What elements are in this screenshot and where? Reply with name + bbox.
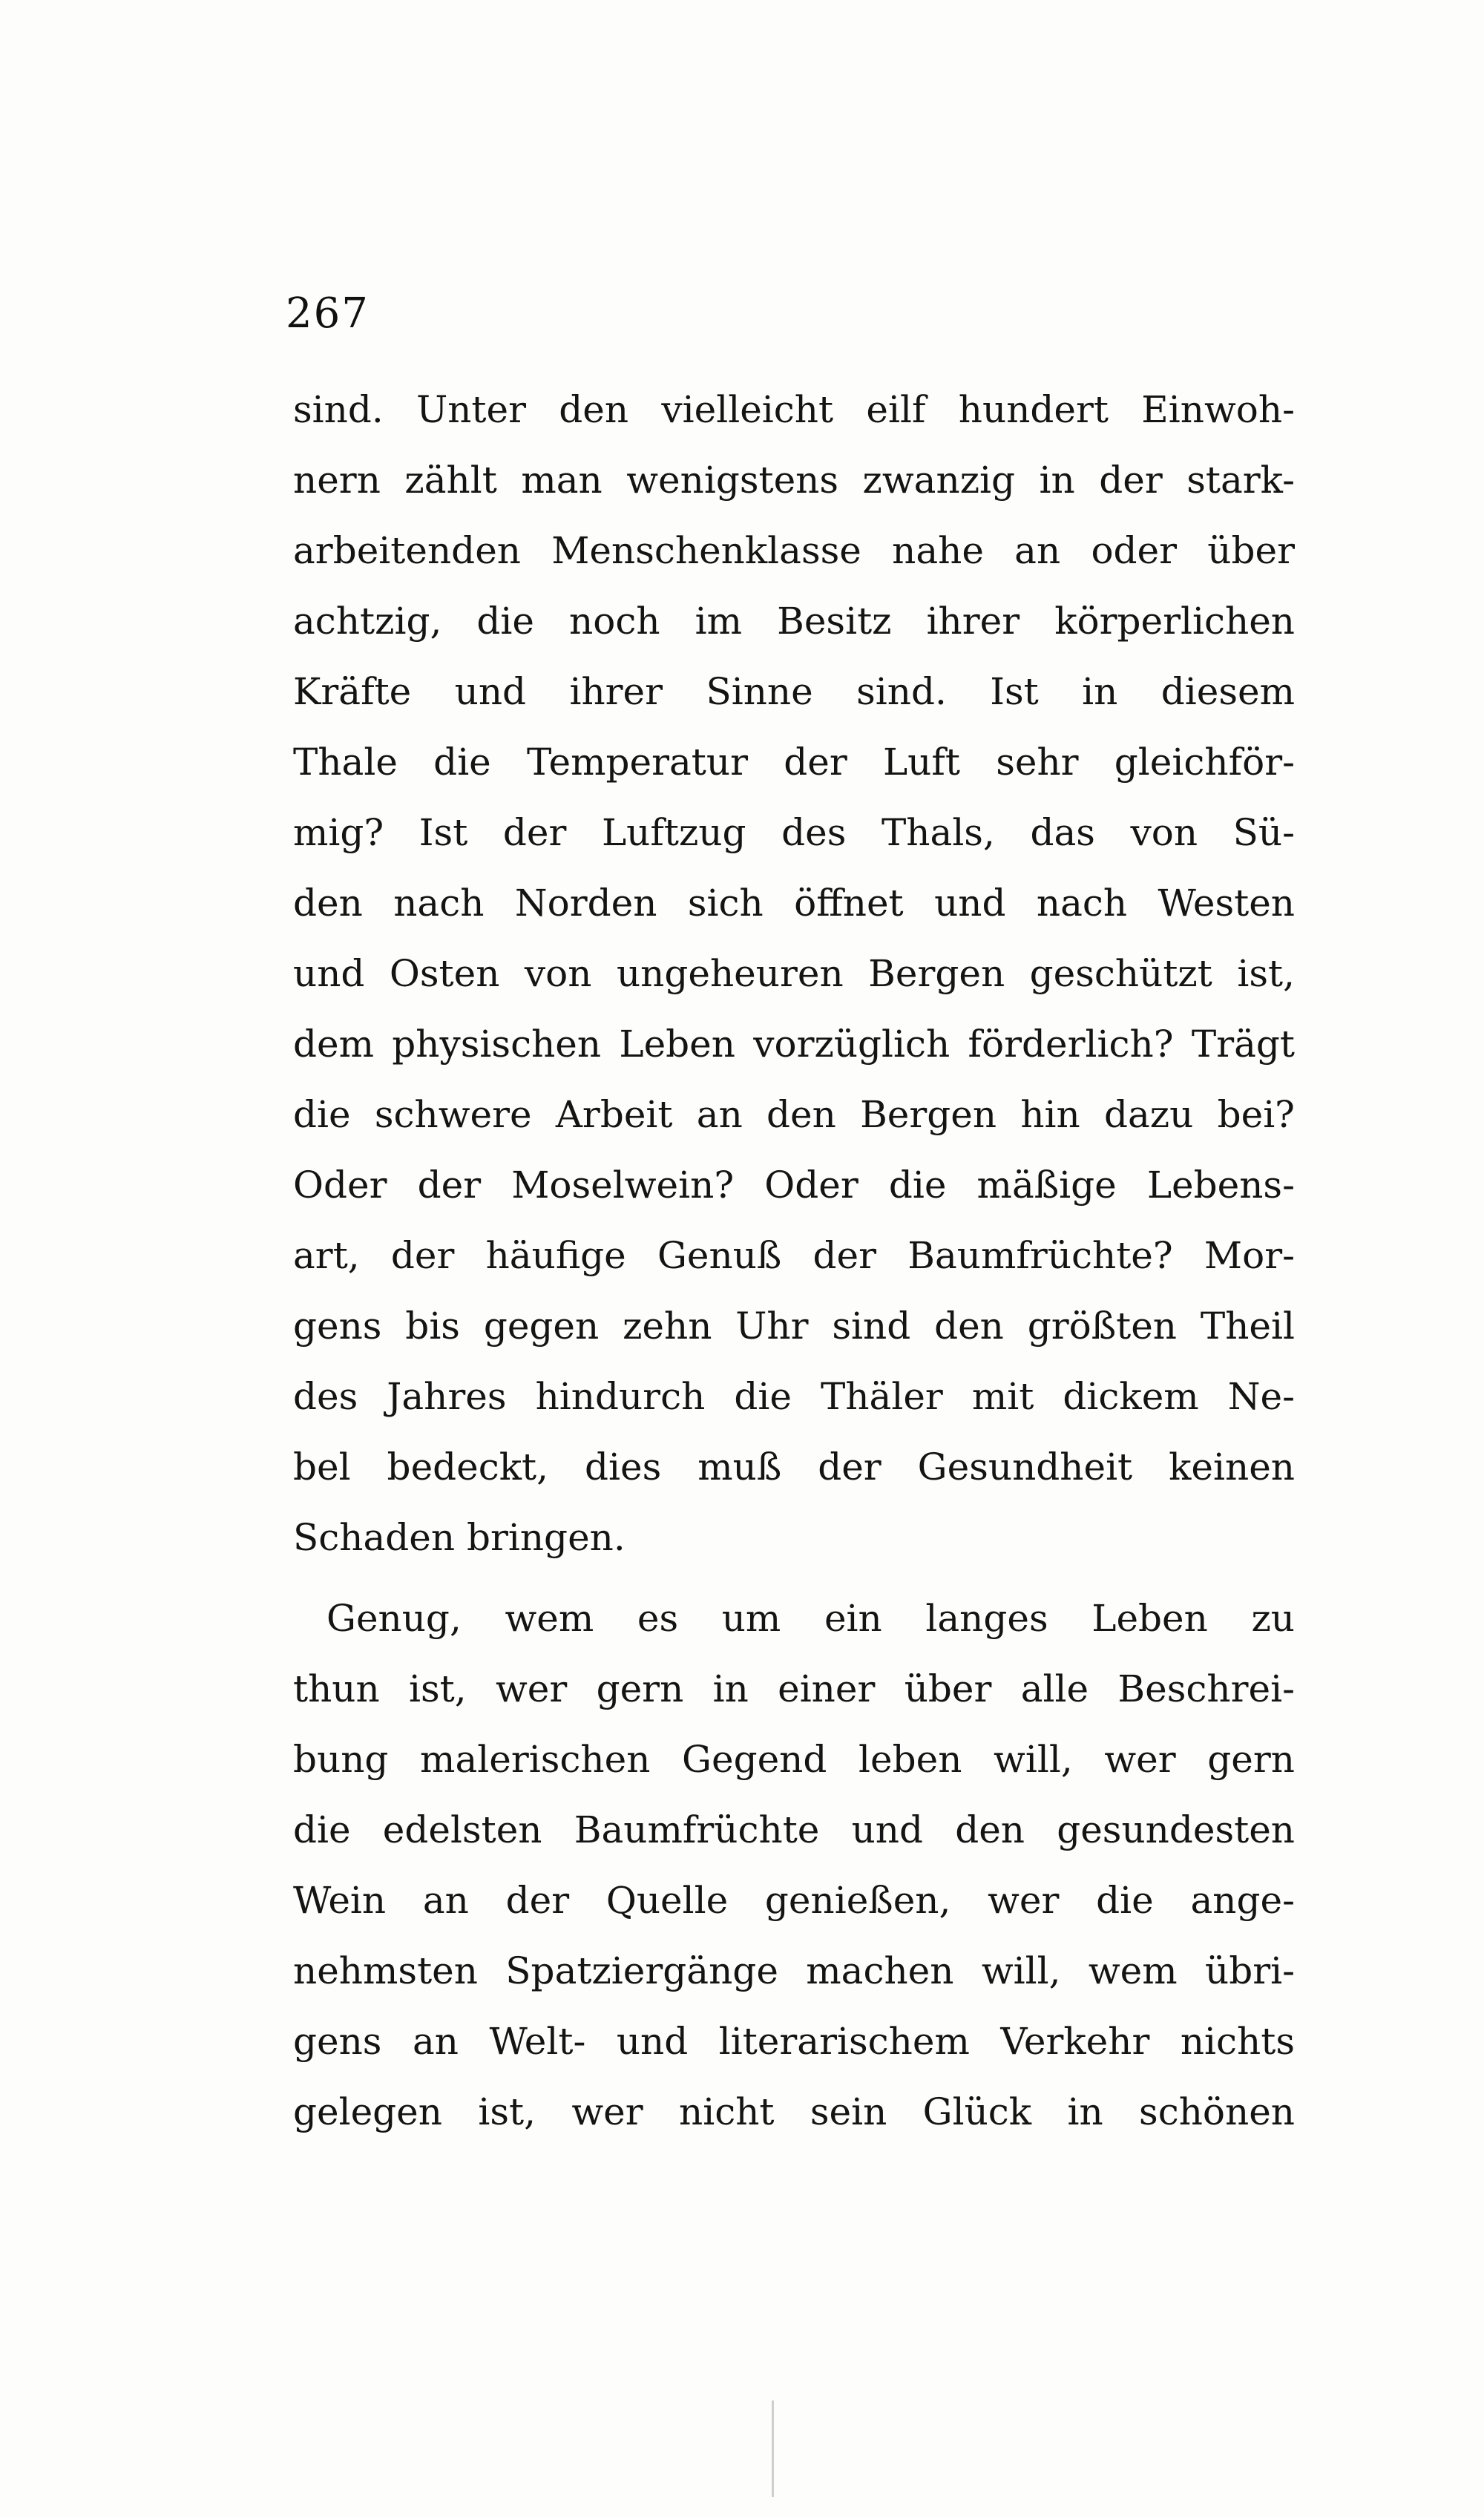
text-line: Schaden bringen.	[293, 1516, 626, 1559]
text-line: nern zählt man wenigstens zwanzig in der stark-	[293, 459, 1295, 502]
text-line: Wein an der Quelle genießen, wer die ange-	[293, 1879, 1295, 1922]
text-line: art, der häufige Genuß der Baumfrüchte? Mor-	[293, 1234, 1295, 1277]
text-line: achtzig, die noch im Besitz ihrer körperlichen	[293, 600, 1295, 643]
text-line: gens bis gegen zehn Uhr sind den größten Theil	[293, 1305, 1295, 1348]
text-line: mig? Ist der Luftzug des Thals, das von Sü-	[293, 811, 1295, 854]
page-edge-mark	[772, 2400, 774, 2497]
text-line: gens an Welt- und literarischem Verkehr nichts	[293, 2020, 1295, 2063]
text-line: die edelsten Baumfrüchte und den gesundesten	[293, 1808, 1295, 1851]
paragraph-2	[293, 1584, 1295, 2147]
text-line: und Osten von ungeheuren Bergen geschützt ist,	[293, 952, 1295, 995]
text-line: nehmsten Spatziergänge machen will, wem übri-	[293, 1949, 1295, 1992]
paragraph-1	[293, 375, 1295, 1573]
text-line: die schwere Arbeit an den Bergen hin dazu bei?	[293, 1093, 1295, 1136]
body-text	[293, 375, 1295, 2147]
text-line: thun ist, wer gern in einer über alle Beschrei-	[293, 1667, 1295, 1710]
text-line: des Jahres hindurch die Thäler mit dickem Ne-	[293, 1375, 1295, 1418]
text-line: dem physischen Leben vorzüglich förderlich? Trägt	[293, 1023, 1295, 1066]
text-line: bung malerischen Gegend leben will, wer gern	[293, 1738, 1295, 1781]
paragraph-gap	[293, 1573, 1295, 1584]
text-line: Thale die Temperatur der Luft sehr gleichför-	[293, 741, 1295, 784]
text-line: gelegen ist, wer nicht sein Glück in schönen	[293, 2090, 1295, 2133]
text-line: Genug, wem es um ein langes Leben zu	[326, 1597, 1295, 1640]
text-line: Kräfte und ihrer Sinne sind. Ist in diesem	[293, 670, 1295, 713]
text-line: Oder der Moselwein? Oder die mäßige Lebens-	[293, 1164, 1295, 1207]
text-line: sind. Unter den vielleicht eilf hundert Einwoh-	[293, 388, 1295, 431]
text-line: den nach Norden sich öffnet und nach Westen	[293, 882, 1295, 925]
text-line: arbeitenden Menschenklasse nahe an oder über	[293, 529, 1295, 572]
page-number: 267	[286, 289, 370, 338]
text-line: bel bedeckt, dies muß der Gesundheit keinen	[293, 1445, 1295, 1489]
